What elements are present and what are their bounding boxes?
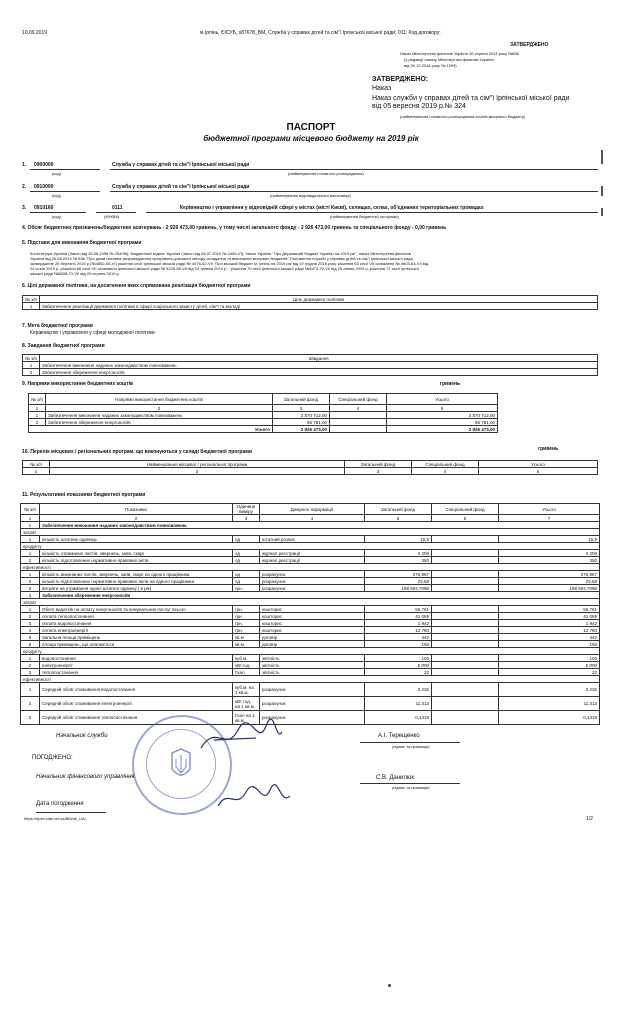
table-row: 2 кількість підготовлених нормативно-правових актів на одного працівника од розрахунок 22,58 22,58 bbox=[21, 578, 600, 585]
section-7-text: Керівництво і управління у сфері молодіжної політики bbox=[30, 330, 155, 336]
date-label: Дата погодження bbox=[36, 801, 84, 807]
code-3-value: 0910160 bbox=[34, 205, 54, 211]
section-9-unit: гривень bbox=[440, 381, 461, 387]
code-1-value: 0900000 bbox=[34, 162, 54, 168]
approved-title: ЗАТВЕРДЖЕНО: bbox=[372, 76, 429, 83]
table-row: 1 Обсяг видатків на оплату енергоносіїв та комунальних послуг всього грн. кошторис 55 761 55 761 bbox=[21, 606, 600, 613]
kpi-group-row: затрат bbox=[21, 529, 600, 536]
print-date: 10.09.2019 bbox=[22, 30, 48, 36]
code-3-kfkv-label: (КФКВК) bbox=[104, 214, 120, 219]
code-3-kfkv: 0111 bbox=[112, 205, 123, 211]
approved-note: (найменування головного розпорядника коштів місцевого бюджету) bbox=[400, 114, 526, 119]
kpi-group-row: продукту bbox=[21, 543, 600, 550]
code-2-name-label: (найменування відповідального виконавця) bbox=[270, 193, 351, 198]
table-row: 1 водопостачання куб.м. звітність 100 100 bbox=[21, 655, 600, 662]
section-5-line-3: затверджене 26 березня 2015 р.(№4852-65-VI) рішення сесії Ірпінської міської ради № 4076-62-VII "Про міський бюджет м. Ірпінь на 2019 рік"від 19 грудня 2018 року, рішення 63 сесії VII скликання № 4603-63-VII від bbox=[30, 261, 429, 266]
kpi-group-row: ефективності bbox=[21, 564, 600, 571]
table-row: 1 Середній обсяг споживання водопостачання куб.м. на 1 кв.м. розрахунок 0,226 0,226 bbox=[21, 683, 600, 697]
signature-head bbox=[196, 718, 286, 758]
section-5-title: 5. Підстави для виконання бюджетної програми bbox=[22, 240, 142, 246]
approved-order: Наказ bbox=[372, 85, 392, 92]
code-2-num: 2. bbox=[22, 184, 27, 190]
kpi-task-row: 2 Забезпечення збереження енергоносіїв bbox=[21, 592, 600, 599]
section-10-title: 10. Перелік місцевих / регіональних програм, що виконуються у складі бюджетної програми bbox=[22, 449, 253, 455]
section-11-title: 11. Результативні показники бюджетної програми bbox=[22, 492, 146, 498]
goals-col-name: Ціль державної політики bbox=[40, 296, 598, 303]
programs-table: № з/п Найменування місцевої / регіональної програми Загальний фонд Спеціальний фонд Усього 1 2 3 4 5 bbox=[22, 460, 598, 475]
section-5-line-5: міської ради №5608-71-VII від 29 серпня 2019 р. bbox=[30, 271, 120, 276]
table-row: 1 кількість штатних одиниць од штатний розпис 15,5 15,5 bbox=[21, 536, 600, 543]
code-1-name: Служба у справах дітей та сім"ї Ірпінської міської ради bbox=[112, 162, 250, 168]
section-10-unit: гривень bbox=[538, 446, 559, 452]
table-row: 2 Середній обсяг споживання електроенергії кВт год. на 1 кв.м. розрахунок 11,312 11,312 bbox=[21, 697, 600, 711]
section-8-title: 8. Завдання бюджетної програми bbox=[22, 343, 105, 349]
table-row: 1 кількість отриманих листів, звернень, заяв, скарг од журнал реєстрації 4 200 4 200 bbox=[21, 550, 600, 557]
finance-label: Начальник фінансового управління bbox=[36, 774, 135, 780]
table-row: 6 площа приміщень, що опалюється кв.м. договір 155 155 bbox=[21, 641, 600, 648]
section-5-line-2: України від 26.08.2014 № 836 "Про деякі питання запровадження програмно-цільового методу складання та виконання місцевих бюджетів",Положення служби у справах дітей та сім"ї Ірпінської міської ради, bbox=[30, 256, 414, 261]
section-6-title: 6. Цілі державної політики, на досягнення яких спрямована реалізація бюджетної програми bbox=[22, 283, 251, 289]
code-3-name-label: (найменування бюджетної програми) bbox=[330, 214, 399, 219]
funds-total-row: Усього 2 926 473,00 2 926 473,00 bbox=[29, 426, 498, 433]
finance-name: С.В. Данилюк bbox=[376, 775, 415, 781]
table-row: 4 оплата електроенергії грн. кошторис 12 750 12 750 bbox=[21, 627, 600, 634]
page-title: ПАСПОРТ bbox=[286, 122, 336, 133]
table-row: 5 Загальна площа приміщень кв.м договір 442 442 bbox=[21, 634, 600, 641]
code-1-label: (код) bbox=[52, 171, 61, 176]
signature-finance bbox=[214, 778, 294, 818]
funds-table: № з/п Напрями використання бюджетних коштів Загальний фонд Спеціальний фонд Усього 1 2 3 4 5 1 Забезпечення виконання наданих законодавством повноважень 2 870 712,00 2 870 712,00 2 Забезпечення збереження енергоносіїв 55 761,00 55 761,00 Усього 2 926 473,00 2 926 473,00 bbox=[28, 393, 498, 433]
tasks-col-name: Завдання bbox=[40, 355, 598, 362]
finance-caption: (підпис та прізвище) bbox=[392, 785, 430, 790]
table-row: 1 Забезпечення виконання наданих законодавством повноважень bbox=[23, 362, 598, 369]
table-row: 3 Середній обсяг споживання теплопостачання Гкал на 1 кв.м. розрахунок 0,1419 0,1419 bbox=[21, 711, 600, 725]
code-2-name: Служба у справах дітей та сім"ї Ірпінської міської ради bbox=[112, 184, 250, 190]
ministry-order-1: Наказ Міністерства фінансів України 26 серпня 2014 року №836 bbox=[400, 51, 520, 56]
kpi-group-row: продукту bbox=[21, 648, 600, 655]
section-9-title: 9. Напрями використання бюджетних коштів bbox=[22, 381, 134, 387]
head-label: Начальник служби bbox=[56, 733, 108, 739]
kpi-table: № з/п Показники Одиниця виміру Джерело інформації Загальний фонд Спеціальний фонд Усього 1 2 3 4 5 6 7 1 Забезпечення виконання наданих законодавством повноважень затрат 1 кількість штатних одиниць од штатний розпис 15,5 15,5 продукту 1 кількість отриманих листів, звернень, заяв, скарг од журнал реєстрації 4 200 4 200 2 кількість підготовлених нормативно-правових актів од журнал реєстрації 350 350 ефективності 1 кількість виконаних листів, звернень, заяв, скарг на одного працівника од розрахунок 270,967 270,967 2 кількість підготовлених нормативно-правових актів на одного працівника од розрахунок 22,58 22,58 3 витрати на утримання однієї штатної одиниці ( в рік) грн. розрахунок 188 804,7096 188 804,7096 2 Забезпечення збереження енергоносіїв затрат 1 Обсяг видатків на оплату енергоносіїв та комунальних послуг всього грн. кошторис 55 761 55 761 2 оплата теплопостачання грн. кошторис 41 069 41 069 3 оплата водопостачання грн. кошторис 1 942 1 942 4 оплата електроенергії грн. кошторис 12 750 12 750 5 Загальна площа приміщень кв.м договір 442 442 6 площа приміщень, що опалюється кв.м. договір 155 155 продукту 1 водопостачання куб.м. звітність 100 100 2 електроенергії кВт.год. звітність 5 000 5 000 3 теплопостачання Гкал звітність 22 22 ефективності 1 Середній обсяг споживання водопостачання куб.м. на 1 кв.м. розрахунок 0,226 0,226 2 Середній обсяг споживання електроенергії кВт год. на 1 кв.м. розрахунок 11,312 11,312 3 Середній обсяг споживання теплопостачання Гкал на 1 кв.м. розрахунок 0,1419 0,1419 bbox=[20, 503, 600, 725]
print-source: м.Ірпінь, ЄІСУБ, s87678_BM, Служба у справах дітей та сім"ї Ірпінської міської ради; 011; Код договору; bbox=[200, 30, 441, 36]
footer-page: 1/2 bbox=[586, 816, 593, 822]
footer-url[interactable]: https://irpen.ciat.net.ua/BM/uk_UA/ bbox=[24, 816, 86, 821]
tasks-table bbox=[22, 354, 598, 376]
approved-desc: Наказ служби у справах дітей та сім"ї Ірпінської міської ради від 05 вересня 2019 р.№ 324 bbox=[372, 95, 570, 110]
table-row: 1 Забезпечення реалізації державної політики в сфері соціального захисту дітей, сім"ї та молоді bbox=[23, 303, 598, 310]
page-subtitle: бюджетної програми місцевого бюджету на 2019 рік bbox=[203, 134, 419, 143]
kpi-group-row: ефективності bbox=[21, 676, 600, 683]
coat-of-arms-icon bbox=[166, 745, 196, 785]
table-row: 3 теплопостачання Гкал звітність 22 22 bbox=[21, 669, 600, 676]
code-3-num: 3. bbox=[22, 205, 27, 211]
kpi-task-row: 1 Забезпечення виконання наданих законодавством повноважень bbox=[21, 522, 600, 529]
section-4-text: 4. Обсяг бюджетних призначень/бюджетних асигнувань - 2 926 473,00 гривень, у тому числі загального фонду - 2 926 473,00 гривень та спеціального фонду - 0,00 гривень bbox=[22, 225, 447, 231]
head-caption: (підпис та прізвище) bbox=[392, 744, 430, 749]
code-2-value: 0910000 bbox=[34, 184, 54, 190]
table-row: 1 кількість виконаних листів, звернень, заяв, скарг на одного працівника од розрахунок 270,967 270,967 bbox=[21, 571, 600, 578]
agreed-label: ПОГОДЖЕНО: bbox=[32, 755, 73, 761]
tasks-col-num: № з/п bbox=[23, 355, 40, 362]
table-row: 2 кількість підготовлених нормативно-правових актів од журнал реєстрації 350 350 bbox=[21, 557, 600, 564]
code-3-name: Керівництво і управління у відповідній сфері у містах (місті Києві), селищах, селах, об'єднаних територіальних громадах bbox=[180, 205, 484, 211]
section-7-title: 7. Мета бюджетної програми bbox=[22, 323, 93, 329]
table-row: 3 оплата водопостачання грн. кошторис 1 942 1 942 bbox=[21, 620, 600, 627]
table-row: 2 Забезпечення збереження енергоносіїв bbox=[23, 369, 598, 376]
code-3-label: (код) bbox=[52, 214, 61, 219]
ministry-order-2: (у редакції наказу Міністерства фінансів України bbox=[404, 57, 494, 62]
kpi-group-row: затрат bbox=[21, 599, 600, 606]
table-row: 2 Забезпечення збереження енергоносіїв 55 761,00 55 761,00 bbox=[29, 419, 498, 426]
table-row: 3 витрати на утримання однієї штатної одиниці ( в рік) грн. розрахунок 188 804,7096 188 804,7096 bbox=[21, 585, 600, 592]
code-1-num: 1. bbox=[22, 162, 27, 168]
table-row: 2 оплата теплопостачання грн. кошторис 41 069 41 069 bbox=[21, 613, 600, 620]
code-1-name-label: (найменування головного розпорядника) bbox=[288, 171, 364, 176]
head-name: А.І. Терещенко bbox=[378, 733, 420, 739]
section-5-line-1: Конституція України (Закон від 28.06.1996 № 254/96); Бюджетний кодекс України (Закон від 08.07.2010 № 2456-VI); Закон України "Про Державний бюджет України на 2019 рік"; наказ Міністерства фінансів bbox=[30, 251, 411, 256]
table-row: 2 електроенергії кВт.год. звітність 5 000 5 000 bbox=[21, 662, 600, 669]
zatverdzheno-small: ЗАТВЕРДЖЕНО bbox=[510, 42, 549, 48]
section-5-line-4: 24 січня 2019 р.,рішення 66 сесії VII скликання Ірпінської міської ради № 5229-66-VII від 23 травня 2019 р. ; рішення 70 сесії Ірпінської міської ради №5474-70-VII від 25 липня 2019 р.,рішення 71 сесії Ірпінської bbox=[30, 266, 419, 271]
ministry-order-3: від 29.12.2018 року № 1209) bbox=[404, 63, 457, 68]
goals-table bbox=[22, 295, 598, 310]
code-2-label: (код) bbox=[52, 193, 61, 198]
table-row: 1 Забезпечення виконання наданих законодавством повноважень 2 870 712,00 2 870 712,00 bbox=[29, 412, 498, 419]
goals-col-num: № з/п bbox=[23, 296, 40, 303]
